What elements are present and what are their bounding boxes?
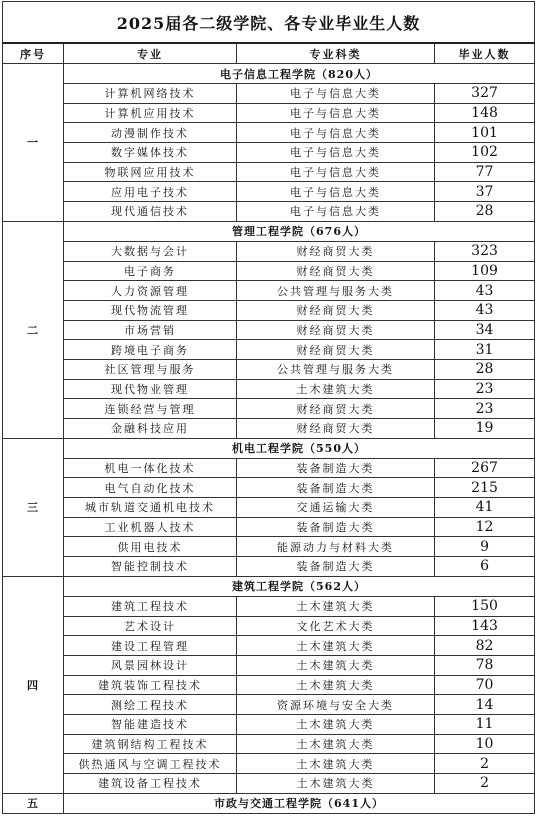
table-row [3, 340, 535, 360]
major-cell: 测绘工程技术 [64, 695, 237, 715]
major-cell: 建筑钢结构工程技术 [64, 734, 237, 754]
major-cell: 应用电子技术 [64, 182, 237, 202]
table-row [3, 399, 535, 419]
major-cell: 连锁经营与管理 [64, 399, 237, 419]
count-cell: 323 [435, 241, 535, 261]
table-row [3, 655, 535, 675]
major-cell: 工业机器人技术 [64, 517, 237, 537]
major-cell: 建筑装饰工程技术 [64, 675, 237, 695]
count-cell: 37 [435, 182, 535, 202]
table-row [3, 320, 535, 340]
count-cell: 327 [435, 84, 535, 104]
category-cell: 土木建筑大类 [237, 655, 435, 675]
category-cell: 财经商贸大类 [237, 300, 435, 320]
count-cell: 148 [435, 103, 535, 123]
table-row [3, 636, 535, 656]
college-name: 管理工程学院（676人） [64, 221, 535, 241]
major-cell: 智能控制技术 [64, 557, 237, 577]
section-number: 二 [3, 221, 64, 438]
table-row [3, 734, 535, 754]
table-row [3, 675, 535, 695]
category-cell: 土木建筑大类 [237, 379, 435, 399]
section-number: 四 [3, 576, 64, 793]
table-row [3, 143, 535, 163]
count-cell: 11 [435, 714, 535, 734]
college-name: 机电工程学院（550人） [64, 438, 535, 458]
college-row [3, 221, 535, 241]
category-cell: 资源环境与安全大类 [237, 695, 435, 715]
count-cell: 41 [435, 498, 535, 518]
table-row [3, 379, 535, 399]
count-cell: 101 [435, 123, 535, 143]
table-row [3, 261, 535, 281]
count-cell: 23 [435, 379, 535, 399]
category-cell: 财经商贸大类 [237, 399, 435, 419]
category-cell: 土木建筑大类 [237, 675, 435, 695]
header-count: 毕业人数 [435, 43, 535, 64]
table-row [3, 182, 535, 202]
count-cell: 19 [435, 419, 535, 439]
table-row [3, 162, 535, 182]
count-cell: 70 [435, 675, 535, 695]
category-cell: 土木建筑大类 [237, 734, 435, 754]
category-cell: 电子与信息大类 [237, 182, 435, 202]
category-cell: 文化艺术大类 [237, 616, 435, 636]
count-cell: 43 [435, 300, 535, 320]
category-cell: 装备制造大类 [237, 557, 435, 577]
table-row [3, 84, 535, 104]
count-cell: 2 [435, 774, 535, 794]
table-row [3, 616, 535, 636]
table-row [3, 300, 535, 320]
category-cell: 电子与信息大类 [237, 143, 435, 163]
major-cell: 机电一体化技术 [64, 458, 237, 478]
category-cell: 装备制造大类 [237, 517, 435, 537]
count-cell: 102 [435, 143, 535, 163]
category-cell: 土木建筑大类 [237, 774, 435, 794]
major-cell: 市场营销 [64, 320, 237, 340]
count-cell: 2 [435, 754, 535, 774]
section-number: 一 [3, 64, 64, 222]
count-cell: 215 [435, 478, 535, 498]
major-cell: 风景园林设计 [64, 655, 237, 675]
table-row [3, 517, 535, 537]
category-cell: 装备制造大类 [237, 458, 435, 478]
category-cell: 装备制造大类 [237, 478, 435, 498]
major-cell: 社区管理与服务 [64, 359, 237, 379]
count-cell: 10 [435, 734, 535, 754]
header-seq: 序号 [3, 43, 64, 64]
table-row [3, 537, 535, 557]
category-cell: 公共管理与服务大类 [237, 281, 435, 301]
section-number: 五 [3, 793, 64, 813]
category-cell: 土木建筑大类 [237, 636, 435, 656]
major-cell: 供用电技术 [64, 537, 237, 557]
college-name: 市政与交通工程学院（641人） [64, 793, 535, 813]
major-cell: 城市轨道交通机电技术 [64, 498, 237, 518]
college-row [3, 64, 535, 84]
major-cell: 建设工程管理 [64, 636, 237, 656]
graduates-table [2, 1, 535, 814]
table-row [3, 281, 535, 301]
table-row [3, 557, 535, 577]
count-cell: 43 [435, 281, 535, 301]
category-cell: 土木建筑大类 [237, 714, 435, 734]
table-row [3, 103, 535, 123]
table-row [3, 359, 535, 379]
category-cell: 土木建筑大类 [237, 754, 435, 774]
category-cell: 电子与信息大类 [237, 123, 435, 143]
category-cell: 电子与信息大类 [237, 84, 435, 104]
major-cell: 现代通信技术 [64, 202, 237, 222]
table-row [3, 419, 535, 439]
category-cell: 交通运输大类 [237, 498, 435, 518]
count-cell: 14 [435, 695, 535, 715]
graduates-table-page [2, 1, 534, 815]
count-cell: 78 [435, 655, 535, 675]
count-cell: 23 [435, 399, 535, 419]
table-row [3, 754, 535, 774]
count-cell: 28 [435, 202, 535, 222]
major-cell: 计算机网络技术 [64, 84, 237, 104]
major-cell: 动漫制作技术 [64, 123, 237, 143]
count-cell: 34 [435, 320, 535, 340]
table-row [3, 458, 535, 478]
count-cell: 6 [435, 557, 535, 577]
table-row [3, 478, 535, 498]
major-cell: 供热通风与空调工程技术 [64, 754, 237, 774]
count-cell: 109 [435, 261, 535, 281]
count-cell: 28 [435, 359, 535, 379]
table-row [3, 596, 535, 616]
table-row [3, 695, 535, 715]
table-row [3, 714, 535, 734]
major-cell: 计算机应用技术 [64, 103, 237, 123]
major-cell: 电气自动化技术 [64, 478, 237, 498]
college-name: 建筑工程学院（562人） [64, 576, 535, 596]
college-row [3, 438, 535, 458]
count-cell: 77 [435, 162, 535, 182]
document-title: 2025届各二级学院、各专业毕业生人数 [3, 2, 535, 44]
major-cell: 电子商务 [64, 261, 237, 281]
major-cell: 数字媒体技术 [64, 143, 237, 163]
count-cell: 12 [435, 517, 535, 537]
count-cell: 267 [435, 458, 535, 478]
header-row [3, 43, 535, 64]
major-cell: 建筑设备工程技术 [64, 774, 237, 794]
category-cell: 电子与信息大类 [237, 103, 435, 123]
major-cell: 现代物业管理 [64, 379, 237, 399]
category-cell: 公共管理与服务大类 [237, 359, 435, 379]
college-row [3, 793, 535, 813]
category-cell: 财经商贸大类 [237, 320, 435, 340]
category-cell: 财经商贸大类 [237, 419, 435, 439]
major-cell: 智能建造技术 [64, 714, 237, 734]
major-cell: 大数据与会计 [64, 241, 237, 261]
college-name: 电子信息工程学院（820人） [64, 64, 535, 84]
table-row [3, 202, 535, 222]
category-cell: 能源动力与材料大类 [237, 537, 435, 557]
major-cell: 跨境电子商务 [64, 340, 237, 360]
count-cell: 9 [435, 537, 535, 557]
major-cell: 金融科技应用 [64, 419, 237, 439]
count-cell: 82 [435, 636, 535, 656]
category-cell: 土木建筑大类 [237, 596, 435, 616]
header-major: 专业 [64, 43, 237, 64]
category-cell: 电子与信息大类 [237, 202, 435, 222]
major-cell: 人力资源管理 [64, 281, 237, 301]
section-number: 三 [3, 438, 64, 576]
category-cell: 财经商贸大类 [237, 241, 435, 261]
table-row [3, 123, 535, 143]
category-cell: 财经商贸大类 [237, 261, 435, 281]
category-cell: 财经商贸大类 [237, 340, 435, 360]
major-cell: 现代物流管理 [64, 300, 237, 320]
count-cell: 150 [435, 596, 535, 616]
header-category: 专业科类 [237, 43, 435, 64]
table-row [3, 241, 535, 261]
table-row [3, 774, 535, 794]
count-cell: 31 [435, 340, 535, 360]
count-cell: 143 [435, 616, 535, 636]
category-cell: 电子与信息大类 [237, 162, 435, 182]
major-cell: 建筑工程技术 [64, 596, 237, 616]
major-cell: 物联网应用技术 [64, 162, 237, 182]
college-row [3, 576, 535, 596]
major-cell: 艺术设计 [64, 616, 237, 636]
table-row [3, 498, 535, 518]
